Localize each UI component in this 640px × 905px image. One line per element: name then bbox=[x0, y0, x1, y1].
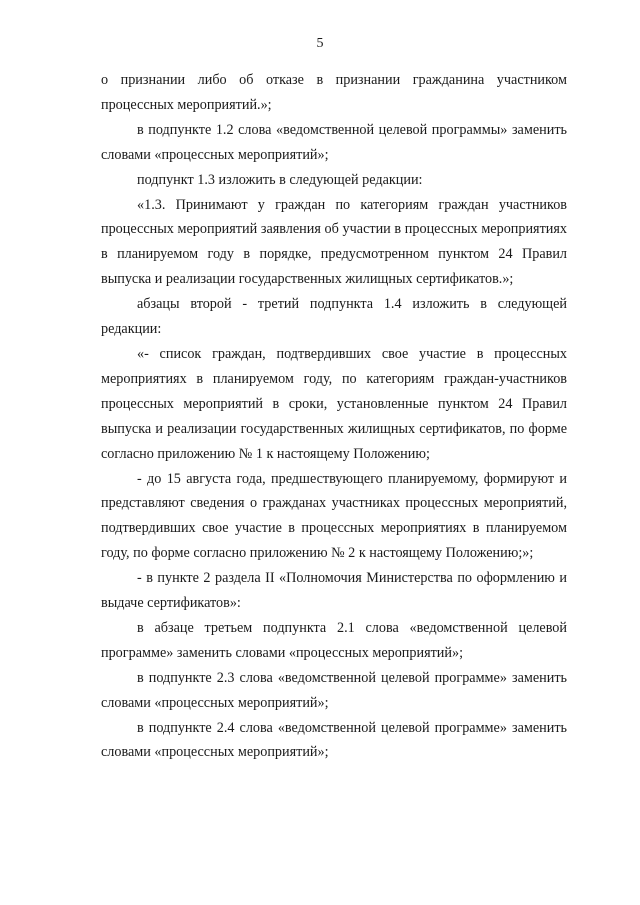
paragraph-9: в абзаце третьем подпункта 2.1 слова «ведомственной целевой программе» заменить словами «процессных мероприятий»; bbox=[101, 619, 567, 661]
paragraph-4: «1.3. Принимают у граждан по категориям граждан участников процессных мероприятий заявления об участии в процессных мероприятиях в планируемом году в порядке, предусмотренном пунктом 24 Правил выпуска и реализации государственных жилищных сертификатов.»; bbox=[101, 196, 567, 288]
paragraph-10: в подпункте 2.3 слова «ведомственной целевой программе» заменить словами «процессных мероприятий»; bbox=[101, 669, 567, 711]
paragraph-8: - в пункте 2 раздела II «Полномочия Министерства по оформлению и выдаче сертификатов»: bbox=[101, 570, 567, 612]
paragraph-6: «- список граждан, подтвердивших свое участие в процессных мероприятиях в планируемом году, по категориям граждан-участников процессных мероприятий в сроки, установленные пунктом 24 Правил выпуска и реализации государственных жилищных сертификатов, по форме согласно приложению № 1 к настоящему Положению; bbox=[101, 345, 567, 462]
paragraph-1: о признании либо об отказе в признании гражданина участником процессных мероприятий.»; bbox=[101, 72, 567, 113]
paragraph-3: подпункт 1.3 изложить в следующей редакции: bbox=[137, 171, 423, 188]
document-body bbox=[101, 68, 567, 765]
paragraph-11: в подпункте 2.4 слова «ведомственной целевой программе» заменить словами «процессных мероприятий»; bbox=[101, 719, 567, 761]
paragraph-7: - до 15 августа года, предшествующего планируемому, формируют и представляют сведения о гражданах участниках процессных мероприятий, подтвердивших свое участие в процессных мероприятиях в планируемом году, по форме согласно приложению № 2 к настоящему Положению;»; bbox=[101, 470, 567, 562]
paragraph-5: абзацы второй - третий подпункта 1.4 изложить в следующей редакции: bbox=[101, 296, 567, 338]
page-number: 5 bbox=[316, 36, 324, 51]
paragraph-2: в подпункте 1.2 слова «ведомственной целевой программы» заменить словами «процессных мероприятий»; bbox=[101, 121, 567, 163]
